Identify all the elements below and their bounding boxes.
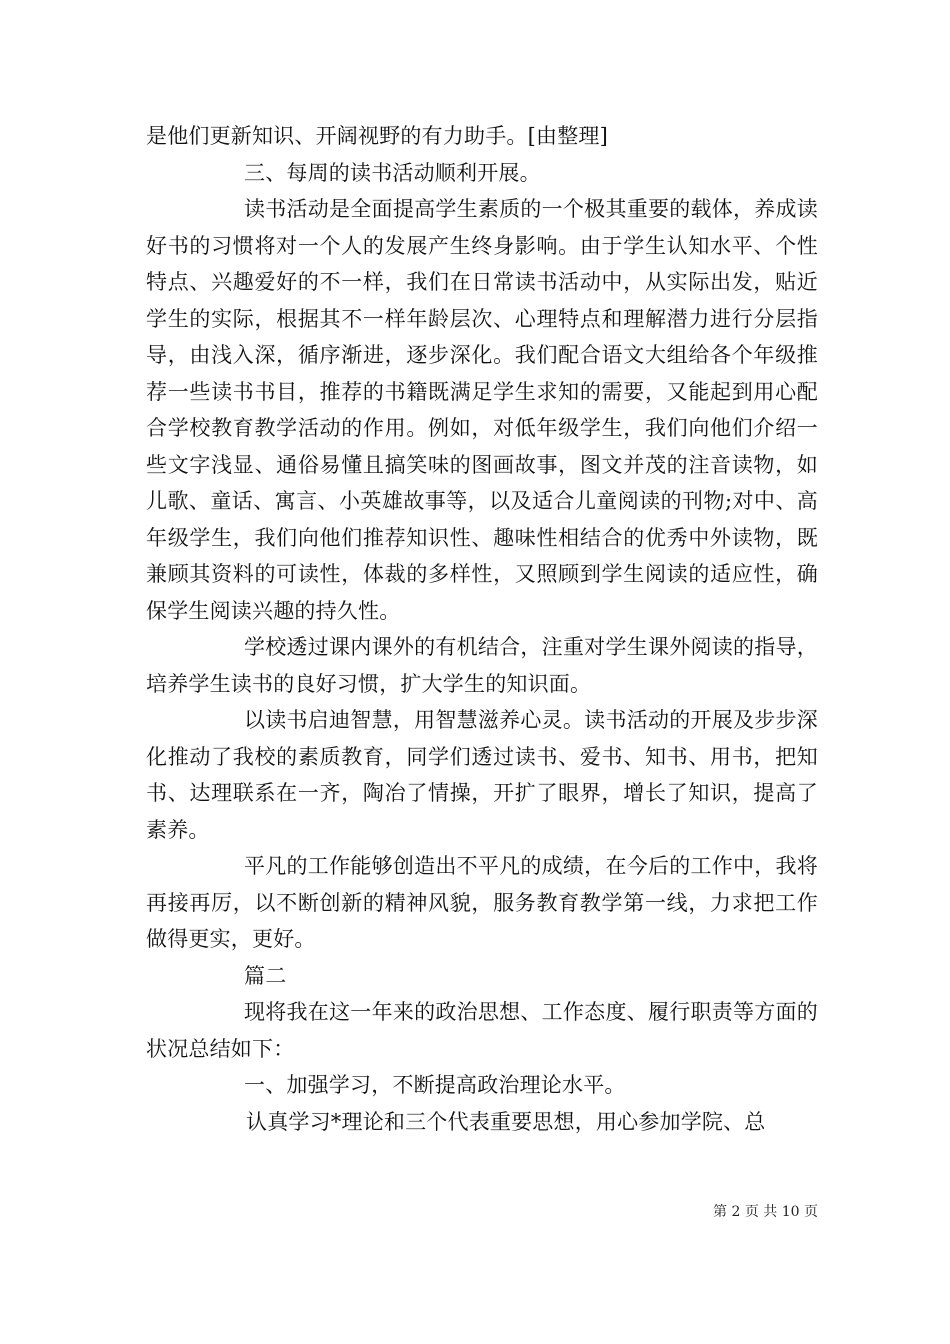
section-heading-one: 一、加强学习，不断提高政治理论水平。 [244,1073,626,1097]
page-number-footer: 第 2 页 共 10 页 [713,1204,818,1220]
part-two-heading: 篇二 [244,963,287,988]
paragraph-study-theory: 认真学习*理论和三个代表重要思想，用心参加学院、总 [246,1109,766,1134]
paragraph-future-work: 平凡的工作能够创造出不平凡的成绩，在今后的工作中，我将再接再厉，以不断创新的精神风貌，服务教育教学第一线，力求把工作做得更实，更好。 [146,854,818,951]
paragraph-continuation: 是他们更新知识、开阔视野的有力助手。[由整理] [146,124,608,148]
paragraph-wisdom: 以读书启迪智慧，用智慧滋养心灵。读书活动的开展及步步深化推动了我校的素质教育，同学们透过读书、爱书、知书、用书，把知书、达理联系在一齐，陶冶了情操，开扩了眼界，增长了知识，提高了素养。 [146,708,818,842]
paragraph-school-guidance: 学校透过课内课外的有机结合，注重对学生课外阅读的指导，培养学生读书的良好习惯，扩大学生的知识面。 [146,635,818,696]
section-heading-three: 三、每周的读书活动顺利开展。 [244,160,541,185]
document-body [146,118,818,1140]
paragraph-reading-activities: 读书活动是全面提高学生素质的一个极其重要的载体，养成读好书的习惯将对一个人的发展产生终身影响。由于学生认知水平、个性特点、兴趣爱好的不一样，我们在日常读书活动中，从实际出发，贴近学生的实际，根据其不一样年龄层次、心理特点和理解潜力进行分层指导，由浅入深，循序渐进，逐步深化。我们配合语文大组给各个年级推荐一些读书书目，推荐的书籍既满足学生求知的需要，又能起到用心配合学校教育教学活动的作用。例如，对低年级学生，我们向他们介绍一些文字浅显、通俗易懂且搞笑味的图画故事，图文并茂的注音读物，如儿歌、童话、寓言、小英雄故事等，以及适合儿童阅读的刊物;对中、高年级学生，我们向他们推荐知识性、趣味性相结合的优秀中外读物，既兼顾其资料的可读性，体裁的多样性，又照顾到学生阅读的适应性，确保学生阅读兴趣的持久性。 [146,197,818,623]
paragraph-summary-intro: 现将我在这一年来的政治思想、工作态度、履行职责等方面的状况总结如下： [146,1000,818,1061]
